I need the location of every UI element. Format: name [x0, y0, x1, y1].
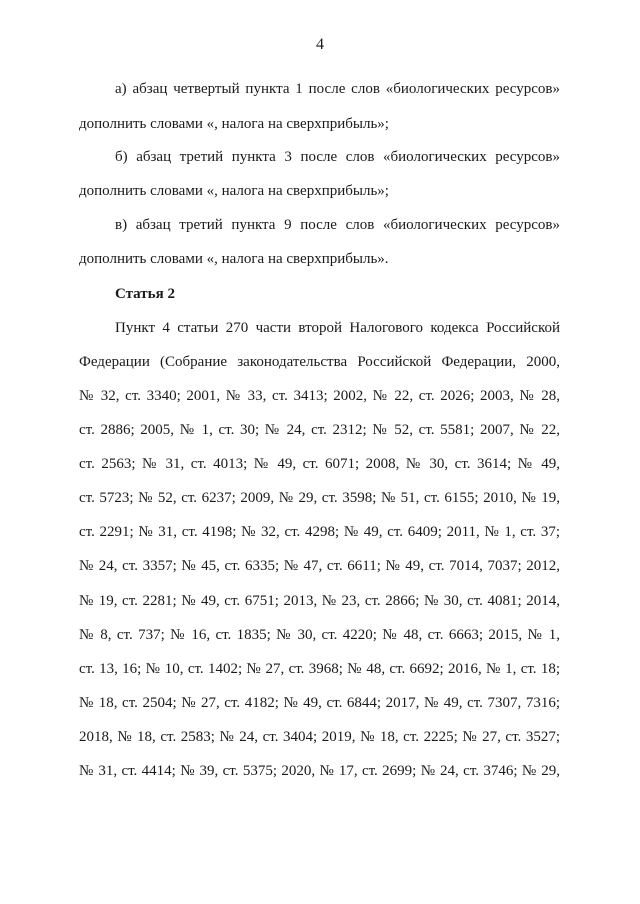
page-number: 4	[316, 36, 324, 53]
article-line: ст. 5723; № 52, ст. 6237; 2009, № 29, ст. 3598; № 51, ст. 6155; 2010, № 19,	[79, 490, 560, 506]
article-line: ст. 13, 16; № 10, ст. 1402; № 27, ст. 3968; № 48, ст. 6692; 2016, № 1, ст. 18;	[79, 661, 560, 677]
article-line: 2018, № 18, ст. 2583; № 24, ст. 3404; 2019, № 18, ст. 2225; № 27, ст. 3527;	[79, 729, 560, 745]
amendment-a-line-2: дополнить словами «, налога на сверхприбыль»;	[79, 116, 389, 132]
amendment-b-line-1: б) абзац третий пункта 3 после слов «биологических ресурсов»	[115, 149, 560, 165]
article-line: № 18, ст. 2504; № 27, ст. 4182; № 49, ст. 6844; 2017, № 49, ст. 7307, 7316;	[79, 695, 560, 711]
article-line: ст. 2291; № 31, ст. 4198; № 32, ст. 4298; № 49, ст. 6409; 2011, № 1, ст. 37;	[79, 524, 560, 540]
amendment-b-line-2: дополнить словами «, налога на сверхприбыль»;	[79, 183, 389, 199]
article-line: № 8, ст. 737; № 16, ст. 1835; № 30, ст. 4220; № 48, ст. 6663; 2015, № 1,	[79, 627, 560, 643]
article-line: № 24, ст. 3357; № 45, ст. 6335; № 47, ст. 6611; № 49, ст. 7014, 7037; 2012,	[79, 558, 560, 574]
amendment-c-line-2: дополнить словами «, налога на сверхприбыль».	[79, 251, 389, 267]
article-line: № 19, ст. 2281; № 49, ст. 6751; 2013, № 23, ст. 2866; № 30, ст. 4081; 2014,	[79, 593, 560, 609]
article-line: № 32, ст. 3340; 2001, № 33, ст. 3413; 2002, № 22, ст. 2026; 2003, № 28,	[79, 388, 560, 404]
article-line: ст. 2886; 2005, № 1, ст. 30; № 24, ст. 2312; № 52, ст. 5581; 2007, № 22,	[79, 422, 560, 438]
article-line: ст. 2563; № 31, ст. 4013; № 49, ст. 6071; 2008, № 30, ст. 3614; № 49,	[79, 456, 560, 472]
article-line: Пункт 4 статьи 270 части второй Налогового кодекса Российской	[115, 320, 560, 336]
amendment-a-line-1: а) абзац четвертый пункта 1 после слов «биологических ресурсов»	[115, 81, 560, 97]
amendment-c-line-1: в) абзац третий пункта 9 после слов «биологических ресурсов»	[115, 217, 560, 233]
article-line: Федерации (Собрание законодательства Российской Федерации, 2000,	[79, 354, 560, 370]
article-heading: Статья 2	[115, 286, 175, 302]
article-line: № 31, ст. 4414; № 39, ст. 5375; 2020, № 17, ст. 2699; № 24, ст. 3746; № 29,	[79, 763, 560, 779]
